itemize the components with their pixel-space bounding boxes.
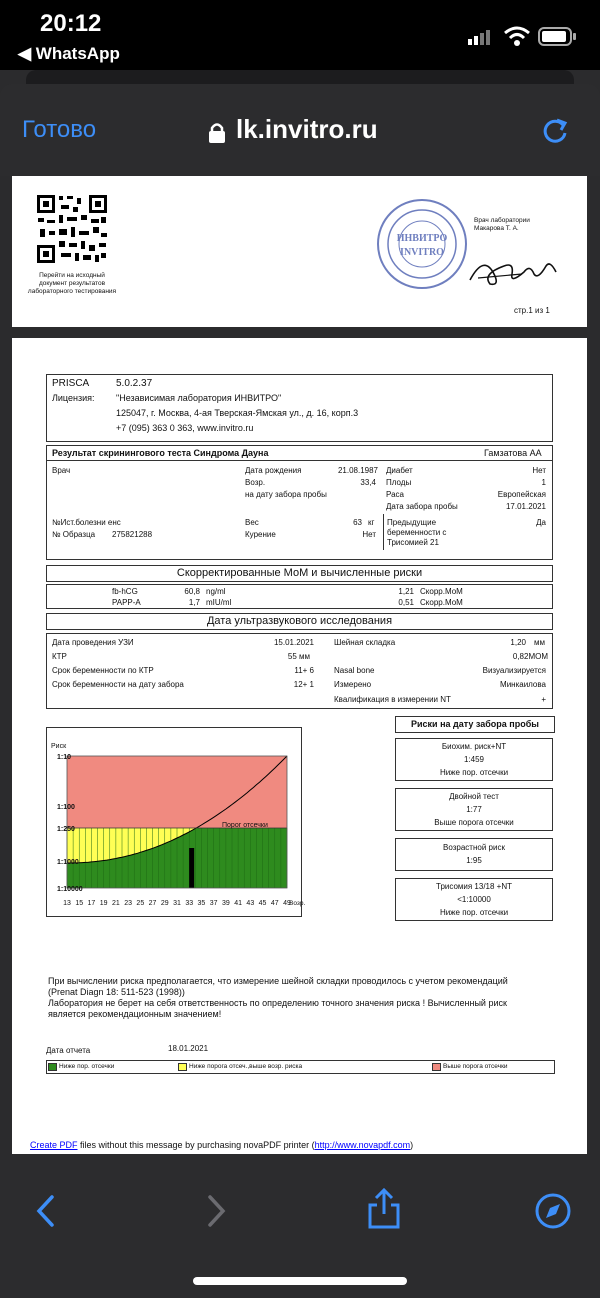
patient-name: Гамзатова АА: [484, 448, 542, 458]
note-line-4: является рекомендационным значением!: [48, 1009, 222, 1019]
prev-label-1: Предыдущие: [387, 518, 437, 527]
legend-swatch-low: [48, 1063, 57, 1071]
risk-chart-svg: [47, 728, 306, 916]
x-tick-label: 43: [246, 900, 255, 907]
legend-swatch-high: [432, 1063, 441, 1071]
papp-value: 1,7: [188, 598, 200, 607]
x-tick-label: 41: [234, 900, 243, 907]
weight-unit: кг: [368, 518, 375, 527]
back-icon[interactable]: [34, 1194, 58, 1228]
hcg-label: fb-hCG: [112, 587, 138, 596]
diabetes-value: Нет: [532, 466, 546, 475]
sample-date-label: Дата забора пробы: [386, 502, 458, 511]
forward-icon[interactable]: [204, 1194, 228, 1228]
x-tick-label: 17: [87, 900, 96, 907]
doctor-name: Макарова Т. А.: [474, 225, 519, 232]
done-button[interactable]: Готово: [22, 116, 97, 143]
risk-note: Ниже пор. отсечки: [439, 908, 509, 917]
footer-body: files without this message by purchasing novaPDF printer (: [77, 1140, 315, 1150]
risk-note: Ниже пор. отсечки: [439, 768, 509, 777]
lock-icon: [208, 122, 226, 144]
risk-value: 1:77: [466, 805, 482, 814]
x-tick-label: 31: [173, 900, 181, 907]
nuchal-value: 1,20: [510, 638, 526, 647]
measured-value: Минкаилова: [500, 680, 546, 689]
lab-phone: +7 (095) 363 0 363, www.invitro.ru: [116, 423, 254, 433]
browser-bottom-bar: [0, 1160, 600, 1298]
term-sample-label: Срок беременности на дату забора: [52, 680, 184, 689]
divider: [383, 514, 384, 550]
doctor-label: Врач: [52, 466, 71, 475]
x-tick-label: 29: [160, 900, 169, 907]
smoking-label: Курение: [245, 530, 276, 539]
back-to-app-link[interactable]: ◀ WhatsApp: [18, 44, 120, 63]
nasal-value: Визуализируется: [482, 666, 546, 675]
y-tick-label: 1:250: [57, 826, 75, 833]
report-date-value: 18.01.2021: [168, 1044, 209, 1053]
novapdf-link[interactable]: http://www.novapdf.com: [314, 1140, 411, 1150]
risk-note: Выше порога отсечки: [434, 818, 514, 827]
signature-icon: [464, 244, 564, 292]
back-app-label: WhatsApp: [35, 44, 120, 63]
sample-no-label: № Образца: [52, 530, 96, 539]
divider: [46, 460, 553, 461]
x-axis-label: Возр.: [289, 900, 306, 907]
status-bar: [0, 0, 600, 70]
term-sample-value: 12+ 1: [293, 680, 314, 689]
license-label: Лицензия:: [52, 393, 95, 403]
x-tick-label: 21: [111, 900, 120, 907]
mom-title: Скорректированные МоМ и вычисленные риски: [176, 567, 423, 579]
qr-caption-1: Перейти на исходный: [39, 272, 105, 279]
risk-chart: [46, 727, 306, 917]
x-tick-label: 45: [258, 900, 267, 907]
wifi-icon: [503, 25, 531, 47]
stamp-text-1: ИНВИТРО: [396, 233, 448, 244]
cutoff-label: Порог отсечки: [222, 822, 268, 829]
qr-code-icon[interactable]: [35, 193, 109, 265]
footer-end: ): [410, 1140, 414, 1150]
x-tick-label: 25: [136, 900, 145, 907]
us-date-value: 15.01.2021: [273, 638, 314, 647]
lab-address: 125047, г. Москва, 4-ая Тверская-Ямская ул., д. 16, корп.3: [116, 408, 359, 418]
hcg-mom: 1,21: [398, 587, 414, 596]
ktr-label: КТР: [52, 652, 67, 661]
pdf-page-2: [12, 338, 587, 1154]
clock: 20:12: [40, 10, 102, 37]
race-value: Европейская: [497, 490, 546, 499]
term-ktr-label: Срок беременности по КТР: [52, 666, 154, 675]
x-tick-label: 35: [197, 900, 206, 907]
risk-name: Биохим. риск+NT: [441, 742, 507, 751]
qual-label: Квалификация в измерении NT: [334, 695, 451, 704]
y-tick-label: 1:100: [57, 804, 75, 811]
share-icon[interactable]: [366, 1188, 402, 1230]
x-tick-label: 39: [221, 900, 230, 907]
papp-mom-label: Скорр.МоМ: [420, 598, 463, 607]
footer-text: [30, 1140, 413, 1150]
x-tick-label: 47: [270, 900, 279, 907]
weight-value: 63: [353, 518, 362, 527]
x-tick-label: 33: [185, 900, 194, 907]
x-tick-label: 13: [63, 900, 71, 907]
ktr-value: 55 мм: [287, 652, 310, 661]
hcg-mom-label: Скорр.МоМ: [420, 587, 463, 596]
create-pdf-link[interactable]: Create PDF: [30, 1140, 78, 1150]
legend-swatch-mid: [178, 1063, 187, 1071]
sample-date-value: 17.01.2021: [505, 502, 546, 511]
legend-label-high: Выше порога отсечки: [443, 1063, 508, 1070]
qr-caption-2: документ результатов: [38, 280, 106, 287]
patient-marker: [189, 848, 194, 888]
prev-label-3: Трисомией 21: [387, 538, 439, 547]
x-tick-label: 19: [99, 900, 108, 907]
x-tick-label: 37: [209, 900, 218, 907]
age-label: Возр.: [245, 478, 266, 487]
battery-icon: [538, 27, 578, 47]
smoking-value: Нет: [362, 530, 376, 539]
sample-no-value: 275821288: [112, 530, 153, 539]
prisca-label: PRISCA: [52, 378, 90, 389]
term-ktr-value: 11+ 6: [294, 666, 314, 675]
note-line-3: Лаборатория не берет на себя ответственность по определению точного значения риска ! Вычисленный риск: [48, 998, 507, 1008]
pdf-page-1: [12, 176, 587, 327]
legend-label-mid: Ниже порога отсеч.,выше возр. риска: [189, 1063, 303, 1070]
legend-label-low: Ниже пор. отсечки: [59, 1063, 115, 1070]
fetus-label: Плоды: [386, 478, 412, 487]
papp-unit: mIU/ml: [206, 598, 232, 607]
page-number: стр.1 из 1: [514, 306, 550, 315]
risk-value: 1:459: [463, 755, 485, 764]
license-name: "Независимая лаборатория ИНВИТРО": [116, 393, 282, 403]
risk-value: 1:95: [466, 856, 482, 865]
history-label: №Ист.болезни енс: [52, 518, 121, 527]
qr-caption-3: лабораторного тестирования: [27, 288, 117, 295]
hcg-unit: ng/ml: [206, 587, 226, 596]
papp-label: PAPP-A: [112, 598, 141, 607]
nuchal-label: Шейная складка: [334, 638, 396, 647]
nuchal-mom: 0,82МОМ: [512, 652, 548, 661]
compass-icon[interactable]: [534, 1192, 572, 1230]
diabetes-label: Диабет: [386, 466, 413, 475]
us-title: Дата ультразвукового исследования: [206, 615, 393, 627]
y-tick-label: 1:10: [57, 754, 72, 761]
stamp-text-2: INVITRO: [400, 247, 444, 258]
risk-name: Возрастной риск: [443, 843, 505, 852]
x-tick-label: 27: [148, 900, 157, 907]
prev-label-2: беременности с: [387, 528, 447, 537]
report-title: Результат скринингового теста Синдрома Дауна: [52, 448, 269, 458]
risk-value: <1:10000: [457, 895, 491, 904]
birth-label: Дата рождения: [245, 466, 302, 475]
nasal-label: Nasal bone: [334, 666, 375, 675]
nuchal-unit: мм: [534, 638, 545, 647]
fetus-value: 1: [541, 478, 546, 487]
weight-label: Вес: [245, 518, 259, 527]
y-tick-label: 1:1000: [57, 859, 79, 866]
reload-icon[interactable]: [540, 116, 570, 146]
lab-stamp-icon: [374, 198, 470, 290]
signal-icon: [468, 28, 496, 46]
risk-panel-title: Риски на дату забора пробы: [411, 719, 539, 729]
papp-mom: 0,51: [398, 598, 414, 607]
y-tick-label: 1:10000: [57, 886, 83, 893]
race-label: Раса: [386, 490, 404, 499]
birth-value: 21.08.1987: [337, 466, 378, 475]
note-line-2: (Prenat Diagn 18: 511-523 (1998)): [48, 987, 185, 997]
us-date-label: Дата проведения УЗИ: [52, 638, 134, 647]
high-risk-zone: [67, 756, 287, 828]
risk-name: Двойной тест: [449, 792, 499, 801]
y-axis-label: Риск: [51, 743, 67, 750]
prev-value: Да: [536, 518, 546, 527]
x-tick-label: 23: [124, 900, 133, 907]
doctor-title: Врач лаборатории: [474, 217, 530, 224]
home-indicator: [193, 1277, 407, 1285]
url-text: lk.invitro.ru: [236, 114, 378, 144]
x-tick-label: 49: [283, 900, 291, 907]
qual-value: +: [541, 695, 546, 704]
measured-label: Измерено: [334, 680, 372, 689]
hcg-value: 60,8: [184, 587, 200, 596]
age-label-2: на дату забора пробы: [245, 490, 327, 499]
risk-name: Трисомия 13/18 +NT: [436, 882, 512, 891]
x-tick-label: 15: [75, 900, 84, 907]
note-line-1: При вычислении риска предполагается, что измерение шейной складки проводилось с учетом рекомендаций: [48, 976, 508, 986]
report-date-label: Дата отчета: [46, 1046, 91, 1055]
age-value: 33,4: [360, 478, 376, 487]
prisca-version: 5.0.2.37: [116, 378, 153, 389]
